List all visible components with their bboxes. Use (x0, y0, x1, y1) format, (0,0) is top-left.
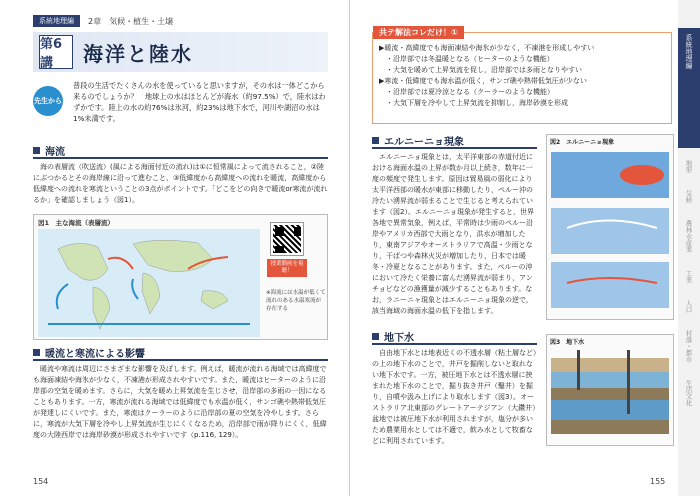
video-link-button[interactable]: 授業動画を視聴！ (267, 259, 307, 277)
intro-section (33, 80, 328, 138)
side-tab-item[interactable]: 工業 (684, 270, 693, 283)
side-tab-item[interactable]: 生活文化 (684, 380, 693, 406)
currents-text: 海の表層流（吹送流）(風による海面付近の流れ)は①に恒常風によって流されること，②陸にぶつかるとその海岸線に沿って進むこと，③低緯度から高緯度への流れを暖流，高緯度から低緯度への流れを寒流ということの3点がポイントです。「どこをどの向きで暖流or寒流が流れるか」を確認しましょう（図1）。 (33, 163, 328, 204)
column-tag: 共テ解法コレだけ！① (373, 26, 464, 39)
section-heading-groundwater (372, 330, 537, 345)
heading-square-icon (372, 137, 379, 144)
lesson-title: 海洋と陸水 (83, 41, 193, 66)
side-tab-item[interactable]: 地形 (684, 160, 693, 173)
section-title: 海流 (45, 147, 65, 158)
right-page (350, 0, 700, 496)
side-tab-active[interactable]: 系統地理編 (678, 28, 700, 148)
column-line: ・大気下層を冷やして上昇気流を抑制し，海岸砂漠を形成 (379, 99, 568, 107)
column-line: ・大気を暖めて上昇気流を促し，沿岸部では多雨となりやすい (379, 66, 582, 74)
section-heading-effects (33, 346, 328, 361)
figure-caption: 図2 エルニーニョ現象 (550, 139, 615, 146)
heading-square-icon (33, 349, 40, 356)
groundwater-text: 自由地下水とは地表近くの不透水層（粘土層など）の上の地下水のことで，井戸を掘削しないと取れない地下水です。一方，被圧地下水とは不透水層に挟まれた地下水のことで，掘り抜き井戸（鑿井）を掘り，自噴や汲み上げにより取水します（図3）。オーストラリア北東部のグレートアーテジアン（大鑽井）盆地では被圧地下水が利用されますが，塩分が多いため農業用水としては不適で，飲み水として牧畜などに利用されています。 (372, 349, 537, 445)
world-map-illustration (38, 229, 260, 337)
figure-note: ※海流には水温が低くて流れのある水温寒流が存在する (266, 290, 326, 312)
figure-caption: 図3 地下水 (550, 339, 585, 346)
figure-groundwater (546, 334, 674, 446)
page-number-left: 154 (33, 477, 49, 486)
figure-ocean-currents (33, 214, 328, 340)
chapter-tag: 系統地理編 (33, 15, 80, 27)
figure-elnino (546, 134, 674, 320)
side-tab-item[interactable]: 気候 (684, 190, 693, 203)
lesson-number: 第6講 (39, 35, 73, 69)
side-tab-item[interactable]: 人口 (684, 300, 693, 313)
column-line: ▶寒流・低緯度でも海水温が低く，サンゴ礁や熱帯低気圧が少ない (379, 77, 587, 85)
section-heading-elnino (372, 134, 537, 149)
intro-text: 普段の生活でたくさんの水を使っていると思いますが，その水は一体どこから来るのでしょうか？ 地球上の水はほとんどが海水（約97.5%）で，陸水はわずかです。陸上の水の約76%は氷河，約23%は地下水で，河川や湖沼の水は1%未満です。 (73, 81, 326, 123)
side-tab-item[interactable]: 村落・都市 (684, 330, 693, 363)
effects-text: 暖流や寒流は周辺にさまざまな影響を及ぼします。例えば，暖流が流れる海域では高緯度でも海面凍結や海氷が少なく，不凍港が形成されやすいです。また，暖流はヒーターのように沿岸部の空気を暖めます。さらに，大気を暖め上昇気流を生じさせ，沿岸部の多雨の一因になることもあります。一方，寒流が流れる海域では低緯度でも水温が低く，サンゴ礁や熱帯低気圧が発達しにくいです。また，寒流はクーラーのように沿岸部の夏の空気を冷やします。さらに，寒流が大気下層を冷やし上昇気流が生じにくくなるため，沿岸部で雨が降りにくく，低緯度の大陸西岸では海岸砂漠が形成されやすいです（p.116, 129）。 (33, 365, 327, 439)
figure-caption: 図1 主な海流（表層流） (38, 219, 115, 227)
column-line: ▶暖流・高緯度でも海面凍結や海氷が少なく，不凍港を形成しやすい (379, 44, 595, 52)
lesson-title-box (33, 32, 328, 72)
heading-square-icon (372, 333, 379, 340)
world-map (38, 229, 260, 337)
section-heading-currents (33, 144, 328, 159)
chapter-title: 2章 気候・植生・土壌 (88, 16, 174, 26)
column-line: ・沿岸部では夏冷涼となる（クーラーのような機能） (379, 88, 554, 96)
elnino-diagram (547, 148, 673, 316)
heading-square-icon (33, 147, 40, 154)
column-lines (379, 43, 669, 109)
qr-code[interactable] (271, 223, 303, 255)
elnino-text: エルニーニョ現象とは，太平洋東部の赤道付近における海面水温の上昇が数か月以上続き，数年に一度の頻度で発生します。原因は貿易風の弱化により太平洋西部の暖水が東部に移動したり，ペルー沖の冷たい湧昇流が弱まることで生じると考えられています（図2）。エルニーニョ現象が発生すると，世界各地で異常気象，例えば，平常時は少雨のペルー沿岸やアメリカ西部で大雨となり，洪水が増加したり，東南アジアやオーストラリアで高温・少雨となり，干ばつや森林火災が増加したり，日本では暖冬・冷夏となることがあります。また，ペルーの沖において冷たく栄養に富んだ湧昇流が弱まり，アンチョビなどの漁獲量が減少することもあります。なお，ラニーニャ現象とはエルニーニョ現象の逆で，該当海域の海面水温の低下を指します。 (372, 153, 534, 315)
chapter-header (33, 14, 328, 28)
section-title: 暖流と寒流による影響 (45, 349, 145, 360)
section-title: エルニーニョ現象 (384, 137, 464, 148)
groundwater-diagram (547, 348, 673, 444)
section-title: 地下水 (384, 333, 414, 344)
summary-column (372, 28, 672, 124)
column-line: ・沿岸部では冬温暖となる（ヒーターのような機能） (379, 55, 554, 63)
side-tab-item[interactable]: 農林水産業 (684, 220, 693, 253)
teacher-avatar: 先生から (33, 86, 63, 116)
page-number-right: 155 (650, 477, 666, 486)
side-index-tabs (678, 0, 700, 496)
